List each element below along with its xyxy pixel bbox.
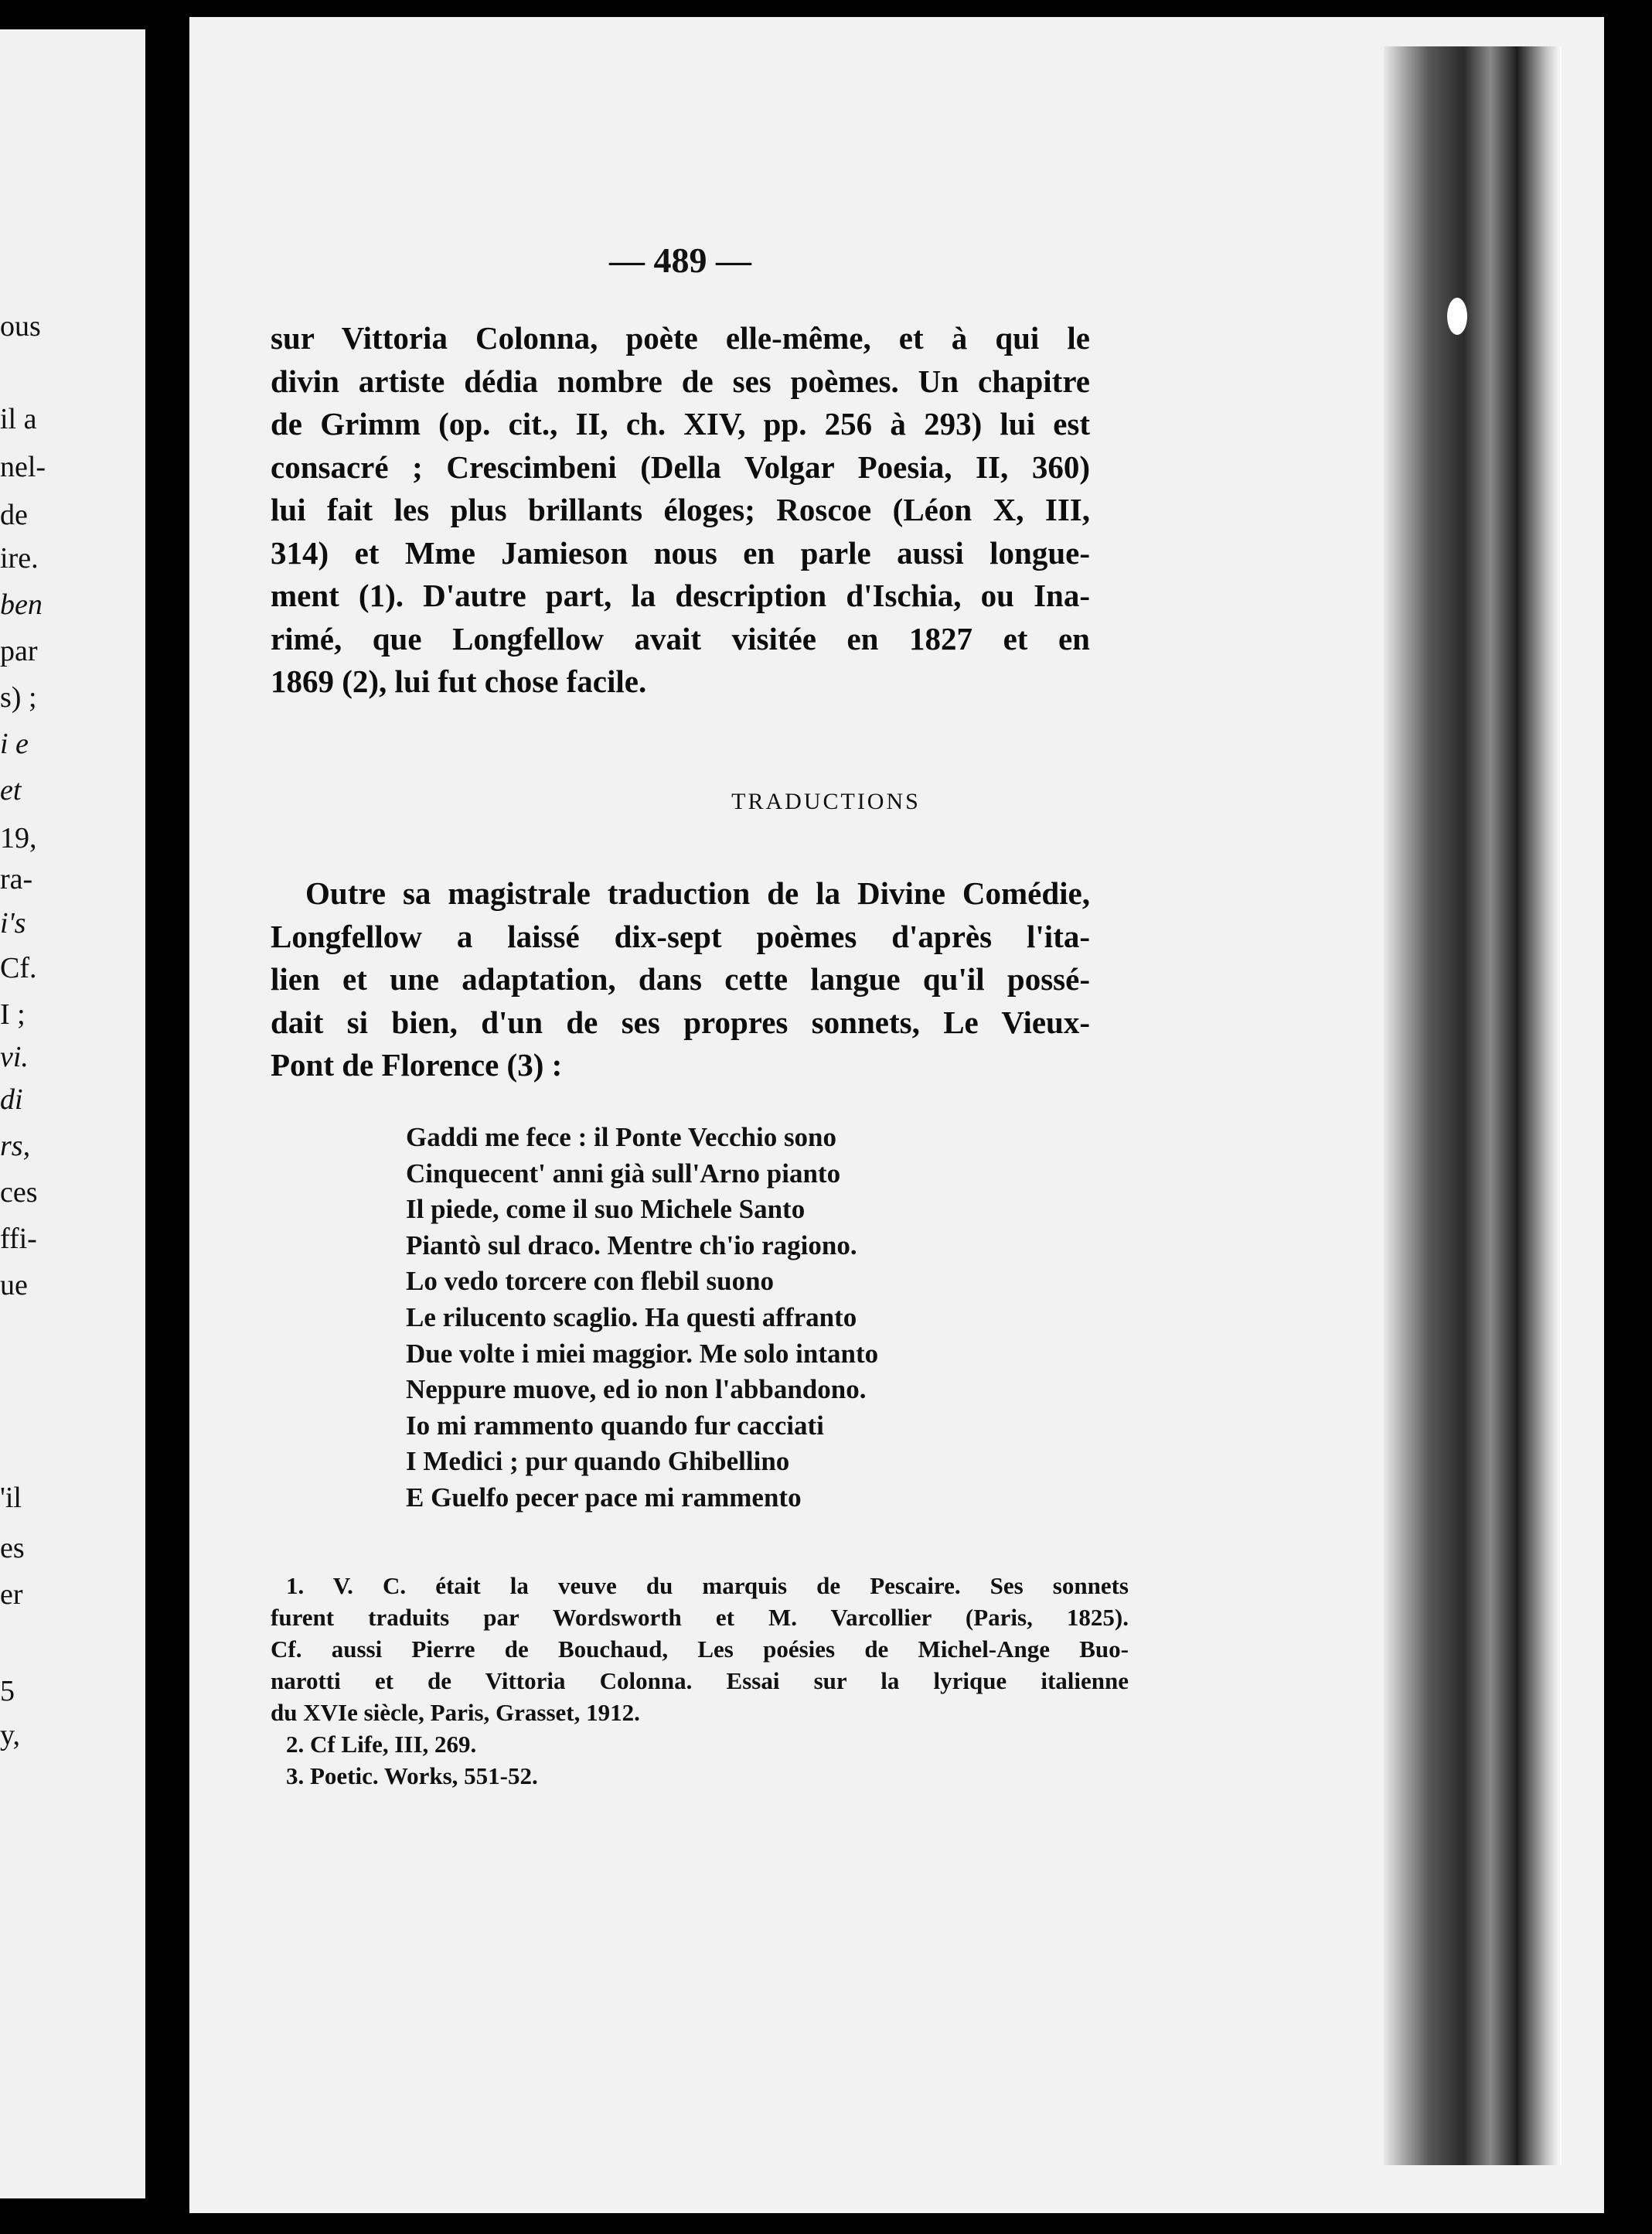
paragraph-line: lui fait les plus brillants éloges; Roscoe (Léon X, III, <box>271 492 1090 527</box>
poem-line: Cinquecent' anni già sull'Arno pianto <box>406 1158 841 1189</box>
footnote-line: 1. V. C. était la veuve du marquis de Pescaire. Ses sonnets <box>286 1572 1129 1599</box>
facing-page-left <box>0 29 145 2198</box>
footnote-line: Cf. aussi Pierre de Bouchaud, Les poésies de Michel-Ange Buo- <box>271 1635 1129 1663</box>
paragraph-line: 314) et Mme Jamieson nous en parle aussi longue- <box>271 534 1090 571</box>
facing-page-fragment: er <box>0 1578 23 1611</box>
facing-page-fragment: I ; <box>0 998 26 1031</box>
facing-page-fragment: Cf. <box>0 952 37 984</box>
poem-line: Lo vedo torcere con flebil suono <box>406 1266 775 1297</box>
poem-line: E Guelfo pecer pace mi rammento <box>406 1482 802 1513</box>
facing-page-fragment: 'il <box>0 1482 22 1514</box>
paragraph-line: consacré ; Crescimbeni (Della Volgar Poesia, II, 360) <box>271 449 1090 485</box>
poem-line: Due volte i miei maggior. Me solo intanto <box>406 1338 879 1369</box>
facing-page-fragment: vi. <box>0 1041 29 1073</box>
facing-page-fragment: es <box>0 1532 25 1564</box>
paragraph-line: ment (1). D'autre part, la description d'Ischia, ou Ina- <box>271 578 1090 613</box>
facing-page-fragment: par <box>0 635 38 667</box>
paragraph-line: divin artiste dédia nombre de ses poèmes. Un chapitre <box>271 363 1090 399</box>
facing-page-fragment: ue <box>0 1269 28 1301</box>
page-edge-shadow <box>1384 46 1562 2165</box>
paragraph-line: lien et une adaptation, dans cette langue qu'il possé- <box>271 961 1090 997</box>
footnote-line: du XVIe siècle, Paris, Grasset, 1912. <box>271 1699 640 1726</box>
poem-line: Il piede, come il suo Michele Santo <box>406 1194 806 1225</box>
paragraph-line: 1869 (2), lui fut chose facile. <box>271 663 647 699</box>
section-heading: TRADUCTIONS <box>731 789 921 814</box>
paragraph-line: Outre sa magistrale traduction de la Divine Comédie, <box>305 875 1090 911</box>
facing-page-fragment: il a <box>0 403 37 435</box>
facing-page-fragment: nel- <box>0 451 46 483</box>
paragraph-line: dait si bien, d'un de ses propres sonnets, Le Vieux- <box>271 1004 1090 1040</box>
footnote-line: furent traduits par Wordsworth et M. Varcollier (Paris, 1825). <box>271 1604 1129 1631</box>
footnote-line: narotti et de Vittoria Colonna. Essai sur la lyrique italienne <box>271 1667 1129 1694</box>
facing-page-fragment: ous <box>0 310 41 343</box>
paragraph-line: sur Vittoria Colonna, poète elle-même, et à qui le <box>271 320 1090 356</box>
facing-page-fragment: i e <box>0 728 29 760</box>
poem-line: Piantò sul draco. Mentre ch'io ragiono. <box>406 1230 857 1260</box>
paragraph-vittoria-colonna <box>271 317 1090 704</box>
poem-line: Io mi rammento quando fur cacciati <box>406 1410 824 1441</box>
facing-page-fragment: i's <box>0 907 26 940</box>
facing-page-fragment: y, <box>0 1719 21 1751</box>
footnote-line: 3. Poetic. Works, 551-52. <box>286 1762 538 1789</box>
facing-page-fragment: s) ; <box>0 681 37 714</box>
facing-page-fragment: ben <box>0 588 43 621</box>
italian-sonnet <box>406 1120 878 1516</box>
scan-dust-spot <box>1447 298 1467 335</box>
facing-page-fragment: de <box>0 499 28 531</box>
facing-page-fragment: ffi- <box>0 1223 37 1255</box>
poem-line: Gaddi me fece : il Ponte Vecchio sono <box>406 1122 837 1152</box>
footnote-line: 2. Cf Life, III, 269. <box>286 1731 477 1758</box>
facing-page-fragment: di <box>0 1083 23 1116</box>
paragraph-line: Longfellow a laissé dix-sept poèmes d'après l'ita- <box>271 918 1090 954</box>
facing-page-fragment: rs, <box>0 1130 31 1162</box>
paragraph-line: Pont de Florence (3) : <box>271 1047 563 1083</box>
page-number: — 489 — <box>609 240 751 280</box>
paragraph-line: rimé, que Longfellow avait visitée en 1827 et en <box>271 620 1090 657</box>
facing-page-fragment: ire. <box>0 542 39 575</box>
facing-page-fragment: ra- <box>0 863 33 895</box>
poem-line: Le rilucento scaglio. Ha questi affranto <box>406 1301 857 1332</box>
facing-page-fragment: 5 <box>0 1675 15 1707</box>
facing-page-fragment: et <box>0 774 22 807</box>
facing-page-fragment: 19, <box>0 822 37 854</box>
poem-line: I Medici ; pur quando Ghibellino <box>406 1446 790 1477</box>
facing-page-fragment: ces <box>0 1176 38 1209</box>
poem-line: Neppure muove, ed io non l'abbandono. <box>406 1374 867 1405</box>
paragraph-traductions <box>271 872 1090 1087</box>
footnotes <box>271 1570 1129 1792</box>
paragraph-line: de Grimm (op. cit., II, ch. XIV, pp. 256 à 293) lui est <box>271 406 1090 442</box>
